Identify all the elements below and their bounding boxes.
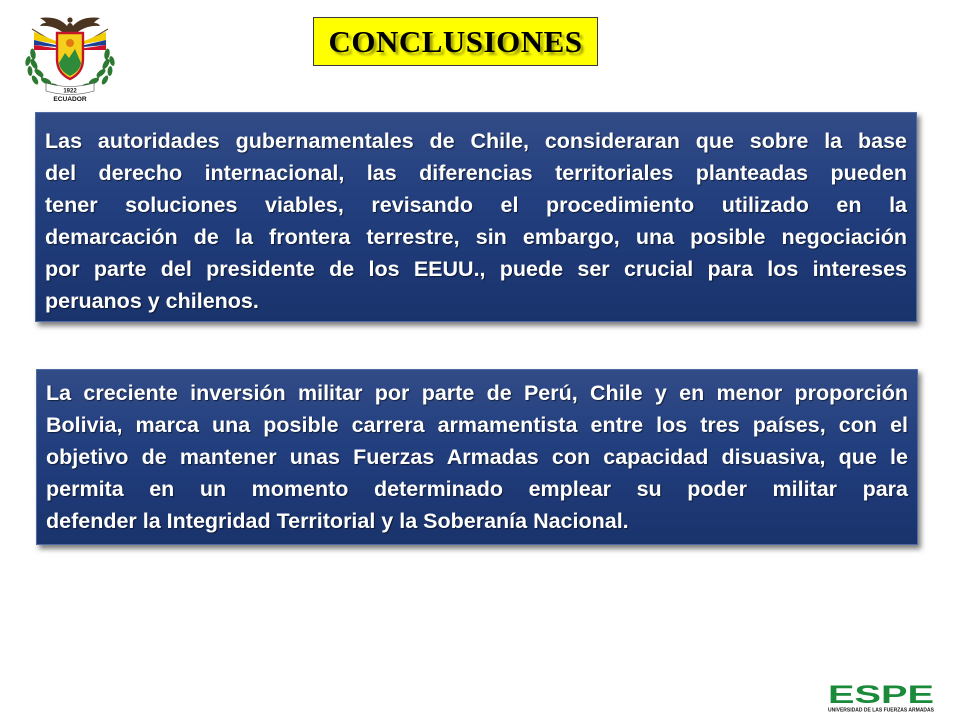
conclusion-line: Las autoridades gubernamentales de Chile, consideraran que sobre la base <box>45 129 907 153</box>
laurel-leaf <box>107 66 113 76</box>
laurel-leaf <box>100 74 109 85</box>
conclusion-line: tener soluciones viables, revisando el procedimiento utilizado en la <box>45 193 907 217</box>
title-box <box>313 17 598 66</box>
laurel-leaf <box>27 66 33 76</box>
conclusion-line: demarcación de la frontera terrestre, sin embargo, una posible negociación <box>45 225 907 249</box>
conclusion-line: del derecho internacional, las diferencias territoriales planteadas pueden <box>45 161 907 185</box>
conclusion-line: por parte del presidente de los EEUU., puede ser crucial para los intereses <box>45 257 907 281</box>
laurel-leaf <box>30 74 39 85</box>
espe-logo <box>826 680 938 714</box>
laurel-left <box>24 48 58 89</box>
laurel-right <box>81 48 115 89</box>
logo-country-text: ECUADOR <box>53 96 87 102</box>
conclusion-line: Bolivia, marca una posible carrera armamentista entre los tres países, con el <box>46 413 908 437</box>
logo-year-text: 1922 <box>63 88 77 95</box>
conclusion-box-2 <box>36 369 918 545</box>
espe-logo-wordmark: ESPE <box>828 681 934 709</box>
conclusion-line: objetivo de mantener unas Fuerzas Armadas con capacidad disuasiva, que le <box>46 445 908 469</box>
sun-icon <box>66 39 74 47</box>
shield-emblem <box>57 33 83 79</box>
condor-head <box>67 17 72 22</box>
coat-of-arms-icon <box>12 6 128 102</box>
conclusion-line: La creciente inversión militar por parte de Perú, Chile y en menor proporción <box>46 381 908 405</box>
conclusion-line: peruanos y chilenos. <box>45 289 259 313</box>
conclusion-box-1 <box>35 112 917 322</box>
conclusion-line: defender la Integridad Territorial y la Soberanía Nacional. <box>46 509 629 533</box>
espe-logo-tagline: UNIVERSIDAD DE LAS FUERZAS ARMADAS <box>828 707 935 714</box>
conclusion-line: permita en un momento determinado emplear su poder militar para <box>46 477 908 501</box>
slide-title: CONCLUSIONES <box>328 24 583 59</box>
